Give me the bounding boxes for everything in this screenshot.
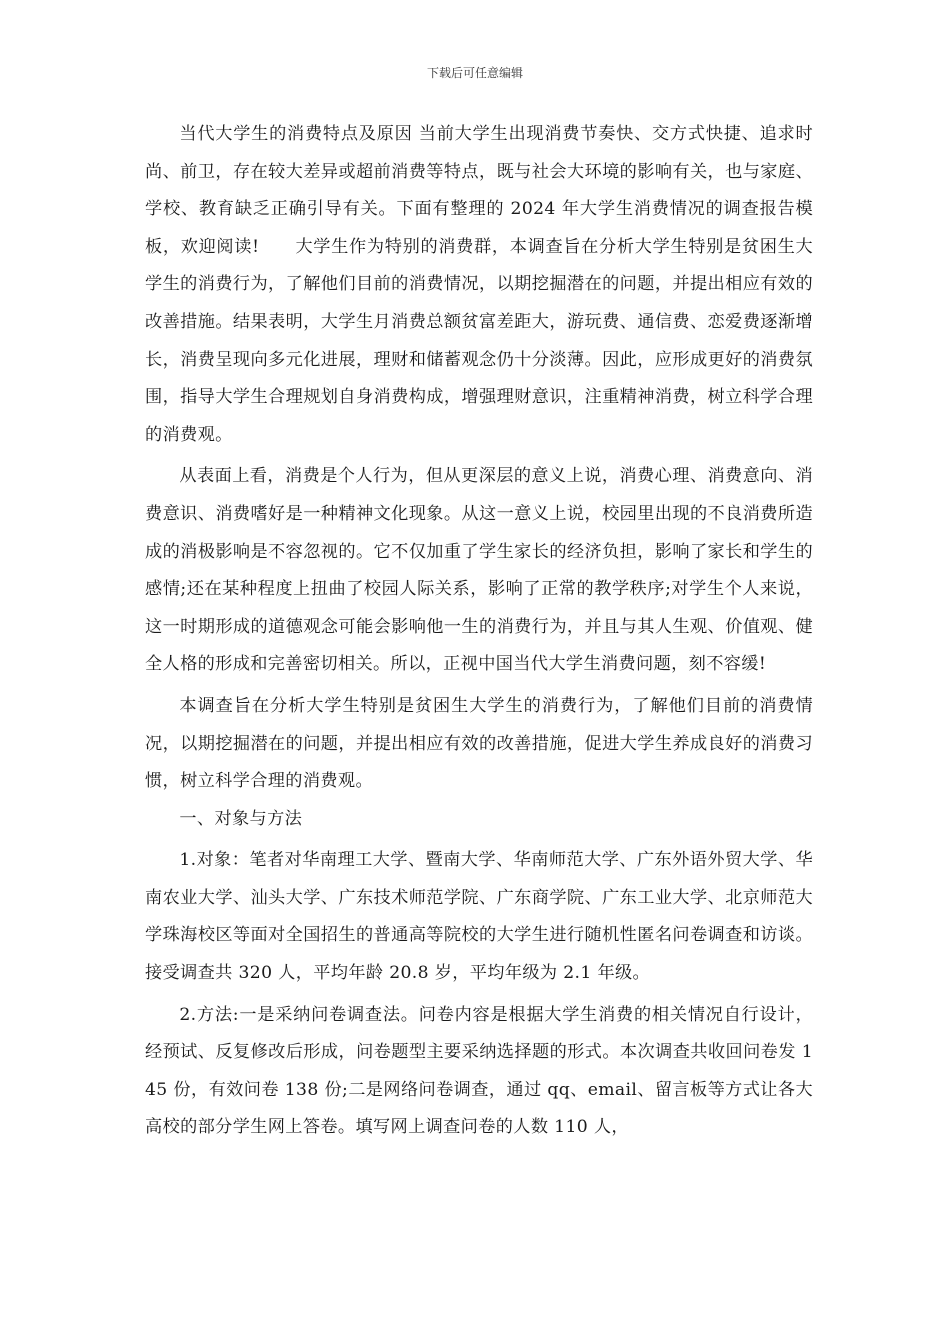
page-header-note: 下载后可任意编辑 [426,66,523,80]
paragraph-significance: 从表面上看，消费是个人行为，但从更深层的意义上说，消费心理、消费意向、消费意识、消费嗜好是一种精神文化现象。从这一意义上说，校园里出现的不良消费所造成的消极影响是不容忽视的。它不仅加重了学生家长的经济负担，影响了家长和学生的感情;还在某种程度上扭曲了校园人际关系，影响了正常的教学秩序;对学生个人来说，这一时期形成的道德观念可能会影响他一生的消费行为，并且与其人生观、价值观、健全人格的形成和完善密切相关。所以，正视中国当代大学生消费问题，刻不容缓! [145,466,813,675]
section-heading-objects-methods: 一、对象与方法 [179,808,303,829]
paragraph-intro: 当代大学生的消费特点及原因 当前大学生出现消费节奏快、交方式快捷、追求时尚、前卫，存在较大差异或超前消费等特点，既与社会大环境的影响有关，也与家庭、学校、教育缺乏正确引导有关。下面有整理的 2024 年大学生消费情况的调查报告模板，欢迎阅读! 大学生作为特别的消费群，本调查旨在分析大学生特别是贫困生大学生的消费行为，了解他们目前的消费情况，以期挖掘潜在的问题，并提出相应有效的改善措施。结果表明，大学生月消费总额贫富差距大，游玩费、通信费、恋爱费逐渐增长，消费呈现向多元化进展，理财和储蓄观念仍十分淡薄。因此，应形成更好的消费氛围，指导大学生合理规划自身消费构成，增强理财意识，注重精神消费，树立科学合理的消费观。 [145,124,813,445]
paragraph-objects: 1.对象：笔者对华南理工大学、暨南大学、华南师范大学、广东外语外贸大学、华南农业大学、汕头大学、广东技术师范学院、广东商学院、广东工业大学、北京师范大学珠海校区等面对全国招生的普通高等院校的大学生进行随机性匿名问卷调查和访谈。接受调查共 320 人，平均年龄 20.8 岁，平均年级为 2.1 年级。 [145,850,813,984]
paragraph-purpose: 本调查旨在分析大学生特别是贫困生大学生的消费行为，了解他们目前的消费情况，以期挖掘潜在的问题，并提出相应有效的改善措施，促进大学生养成良好的消费习惯，树立科学合理的消费观。 [145,695,813,792]
paragraph-methods: 2.方法:一是采纳问卷调查法。问卷内容是根据大学生消费的相关情况自行设计，经预试、反复修改后形成，问卷题型主要采纳选择题的形式。本次调查共收回问卷发 145 份，有效问卷 138 份;二是网络问卷调查，通过 qq、email、留言板等方式让各大高校的部分学生网上答卷。填写网上调查问卷的人数 110 人， [145,1004,813,1138]
document-body [145,116,813,1147]
